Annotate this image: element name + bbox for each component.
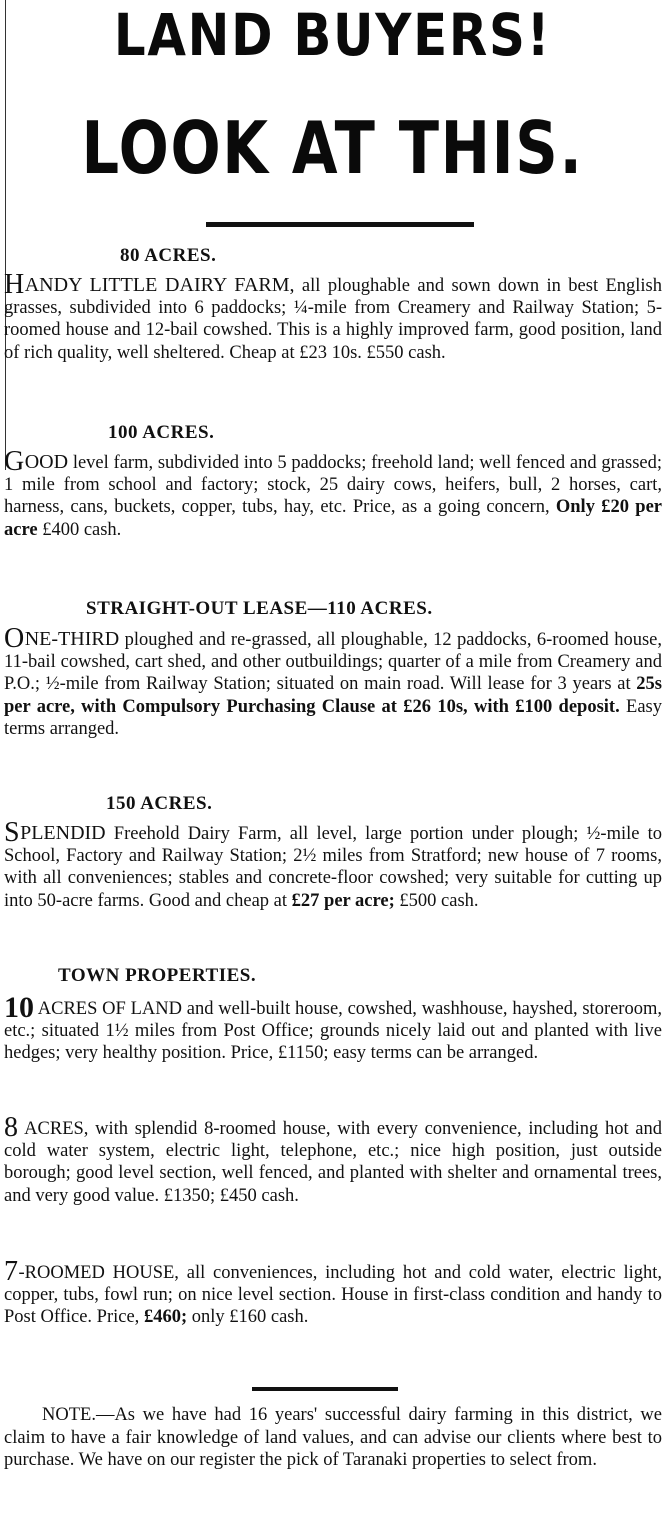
listing-heading-100-acres: 100 ACRES. [108,422,215,443]
drop-letter: S [4,817,21,848]
listing-heading-80-acres: 80 ACRES. [120,245,217,266]
listing-body: -ROOMED HOUSE, all conveniences, including hot and cold water, electric light, copper, tubs, fowl run; on nice level section. House in first-class condition and handy to Post Office. Price, [4,1263,662,1328]
divider-rule-bottom [252,1387,398,1391]
drop-letter: O [4,623,25,654]
listing-body-tail: only £160 cash. [187,1307,309,1328]
drop-numeral: 8 [4,1112,19,1143]
listing-body: ploughed and re-grassed, all ploughable, 12 paddocks, 6-roomed house, 11-bail cowshed, cart shed, and other outbuildings; quarter of a mile from Creamery and P.O.; ½-mile from Railway Station; situated on main road. Will lease for 3 years at [4,630,662,695]
listing-lead-words: ANDY LITTLE DAIRY FARM, [24,274,295,296]
drop-letter: H [4,269,25,300]
listing-body: Freehold Dairy Farm, all level, large portion under plough; ½-mile to School, Factory and Railway Station; 2½ miles from Stratford; new house of 7 rooms, with all conveniences; stables and concrete-floor cowshed; very suitable for cutting up into 50-acre farms. Good and cheap at [4,824,662,911]
listing-lease-110-acres [4,623,662,740]
note-paragraph: NOTE.—As we have had 16 years' successful dairy farming in this district, we claim to have a fair knowledge of land values, and can advise our clients where best to purchase. We have on our register the pick of Taranaki properties to select from. [4,1405,662,1470]
listing-price-bold: 25s per acre, with Compulsory Purchasing Clause at £26 10s, with £100 deposit. [4,674,662,717]
listing-body: all ploughable and sown down in best English grasses, subdivided into 6 paddocks; ¼-mile from Creamery and Railway Station; 5-roomed house and 12-bail cowshed. This is a highly improved farm, good position, land of rich quality, well sheltered. Cheap at £23 10s. £550 cash. [4,276,663,363]
column-rule [5,0,6,470]
drop-letter: G [4,446,25,477]
listing-100-acres [4,446,662,541]
listing-heading-lease: STRAIGHT-OUT LEASE—110 ACRES. [86,598,433,619]
listing-80-acres [4,269,663,364]
drop-numeral: 7 [4,1256,19,1287]
listing-body-tail: £400 cash. [37,519,122,540]
listing-lead-words: NE-THIRD [24,628,120,650]
listing-price-bold: Only £20 per acre [4,497,662,540]
town-properties-heading: TOWN PROPERTIES. [58,965,257,986]
headline-land-buyers: LAND BUYERS! [113,1,552,69]
listing-lead-words: OOD [24,451,69,473]
listing-body: ACRES OF LAND and well-built house, cowshed, washhouse, hayshed, storeroom, etc.; situated 1½ miles from Post Office; grounds nicely laid out and planted with live hedges; very healthy position. Price, £1150; easy terms can be arranged. [4,999,662,1064]
town-property-7-roomed-house [4,1256,662,1329]
listing-body-tail: £500 cash. [394,890,479,911]
listing-body: level farm, subdivided into 5 paddocks; freehold land; well fenced and grassed; 1 mile from school and factory; stock, 25 dairy cows, heifers, bull, 2 horses, cart, harness, cans, buckets, copper, tubs, hay, etc. Price, as a going concern, [4,453,662,518]
divider-rule-top [206,222,474,227]
town-property-10-acres [4,991,662,1065]
listing-price-bold: £27 per acre; [291,890,395,911]
listing-price-bold: £460; [143,1307,188,1328]
town-property-8-acres [4,1112,662,1207]
listing-body: ACRES, with splendid 8-roomed house, with every convenience, including hot and cold water system, electric light, telephone, etc.; nice high position, just outside borough; good level section, well fenced, and planted with shelter and ornamental trees, and very good value. £1350; £450 cash. [4,1119,662,1206]
listing-heading-150-acres: 150 ACRES. [106,793,213,814]
headline-look-at-this: LOOK AT THIS. [81,106,584,190]
listing-150-acres [4,817,662,912]
drop-numeral: 10 [4,991,34,1024]
listing-body-tail: Easy terms arranged. [4,696,662,739]
listing-lead-words: PLENDID [20,822,106,844]
